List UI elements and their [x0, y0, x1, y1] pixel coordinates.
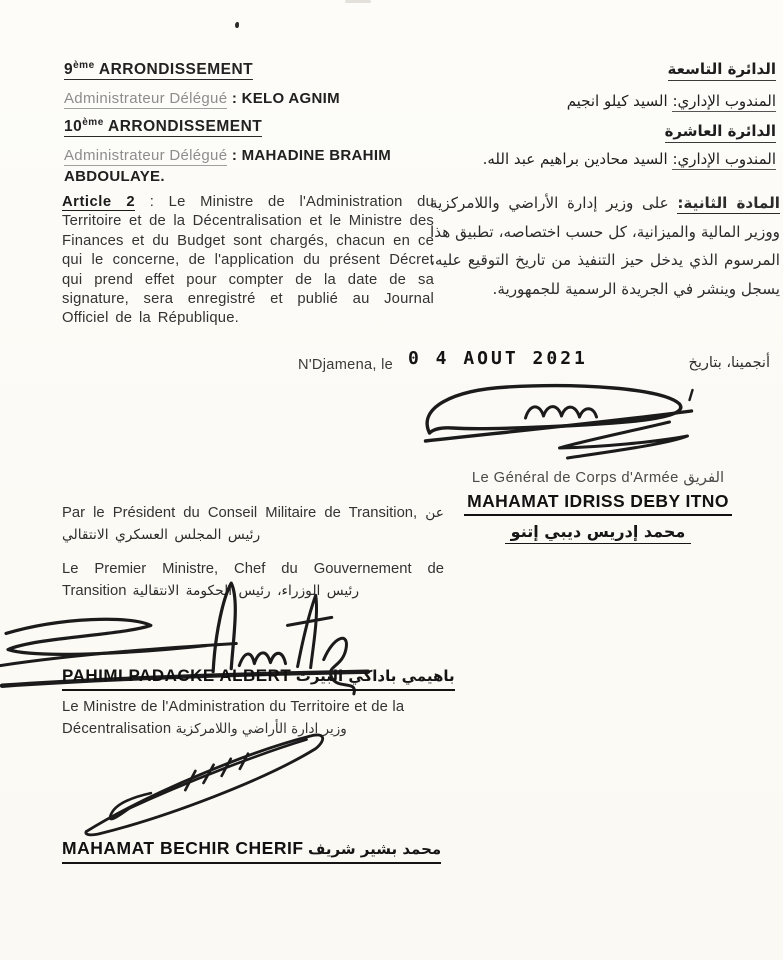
prime-minister-name-underline [62, 666, 455, 691]
article-2-label-french: Article 2 [62, 194, 136, 210]
countersign-president-arabic: عن رئيس المجلس العسكري الانتقالي [62, 505, 444, 543]
article-2-label-arabic: المادة الثانية: [677, 194, 780, 212]
minister-title-french: Le Ministre de l'Administration du Territoire et de la Décentralisation [62, 699, 405, 737]
district-10-title-arabic: الدائرة العاشرة [665, 122, 776, 143]
minister-name-arabic: محمد بشير شريف [308, 840, 442, 858]
district-10-heading-arabic [440, 122, 776, 140]
district-10-administrator-name: : MAHADINE BRAHIM ABDOULAYE. [64, 147, 392, 186]
district-9-ordinal-suffix: ème [73, 60, 95, 71]
district-9-heading [64, 60, 438, 79]
article-2-arabic [430, 189, 780, 303]
district-10-heading [64, 117, 438, 136]
head-of-state-block [425, 469, 771, 544]
minister-name: MAHAMAT BECHIR CHERIF [62, 838, 304, 858]
article-2-body-french: : Le Ministre de l'Administration du Territoire et de la Décentralisation et le Ministre des Finances et du Budget sont chargés, chacun en ce qui le concerne, de l'application du présent Décret qui prend effet pour compter de la date de sa signature, sera enregistré et publié au Journal Officiel de la République. [62, 194, 434, 327]
district-9-administrator-line-arabic [440, 90, 776, 112]
countersign-pm-arabic: رئيس الوزراء، رئيس الحكومة الانتقالية [132, 582, 359, 599]
countersign-president-french: Par le Président du Conseil Militaire de Transition, [62, 505, 418, 521]
minister-block [62, 838, 441, 864]
scan-speck [235, 22, 239, 28]
countersign-president-line [62, 503, 444, 546]
district-9-number: 9 [64, 61, 74, 79]
district-10-number: 10 [64, 118, 83, 136]
signature-head-of-state [405, 378, 710, 473]
district-9-heading-arabic [440, 60, 776, 78]
district-9-administrator-line [64, 88, 438, 109]
district-9-title-arabic: الدائرة التاسعة [668, 60, 776, 81]
district-9-administrator-name: : KELO AGNIM [227, 90, 340, 108]
district-9-role-label: Administrateur Délégué [64, 90, 228, 108]
prime-minister-name-arabic: باهيمي باداكي البيرت [295, 667, 455, 685]
date-stamp: 0 4 AOUT 2021 [408, 348, 588, 369]
head-of-state-name-arabic: محمد إدريس ديبي إتنو [505, 522, 692, 544]
dateline-place-arabic: أنجمينا، بتاريخ [688, 355, 770, 371]
district-10-title: ARRONDISSEMENT [103, 118, 263, 136]
district-10-administrator-line [64, 145, 438, 187]
district-10-role-label: Administrateur Délégué [64, 147, 228, 165]
minister-title-arabic: وزير إدارة الأراضي واللامركزية [175, 720, 347, 737]
countersign-pm-french: Le Premier Ministre, Chef du Gouvernement de Transition [62, 561, 444, 599]
head-of-state-title-arabic: الفريق [683, 469, 725, 486]
head-of-state-title-french: Le Général de Corps d'Armée [471, 470, 679, 486]
head-of-state-title [425, 469, 771, 486]
scan-smudge [345, 0, 371, 3]
signature-minister [66, 726, 344, 840]
district-10-role-label-arabic: المندوب الإداري: [672, 150, 776, 168]
prime-minister-name: PAHIMI PADACKE ALBERT [62, 666, 292, 685]
minister-name-underline [62, 838, 441, 864]
district-10-administrator-line-arabic [440, 148, 776, 170]
district-9-administrator-name-arabic: السيد كيلو انجيم [566, 92, 673, 110]
article-2-french [62, 193, 434, 329]
article-2-body-arabic: على وزير إدارة الأراضي واللامركزية ووزير المالية والميزانية، كل حسب اختصاصه، تطبيق هذا المرسوم الذي يدخل حيز التنفيذ من تاريخ التوقيع عليه، يسجل وينشر في الجريدة الرسمية للجمهورية. [430, 194, 780, 298]
district-10-ordinal-suffix: ème [82, 117, 104, 129]
head-of-state-name: MAHAMAT IDRISS DEBY ITNO [464, 491, 732, 516]
districts-french-block [64, 60, 438, 195]
dateline-place-french: N'Djamena, le [298, 357, 394, 373]
district-9-role-label-arabic: المندوب الإداري: [672, 92, 776, 110]
district-9-title: ARRONDISSEMENT [94, 61, 254, 79]
districts-arabic-block [440, 60, 776, 180]
district-10-administrator-name-arabic: السيد محادين براهيم عبد الله. [482, 150, 673, 168]
